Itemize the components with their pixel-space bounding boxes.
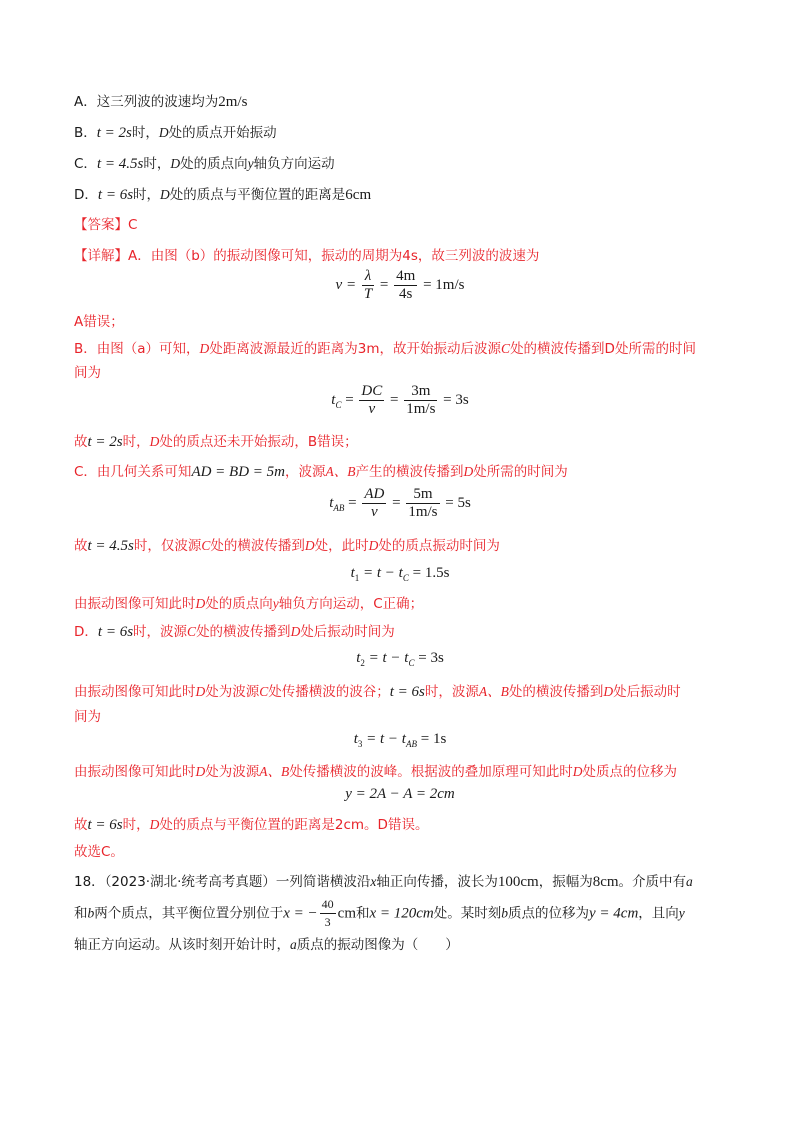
equation-t1 bbox=[0, 565, 800, 583]
detail-text: 由振动图像可知此时 bbox=[74, 596, 196, 612]
eq-term: v = bbox=[335, 276, 357, 293]
particle-label: a bbox=[290, 937, 297, 952]
particle-label: b bbox=[501, 905, 509, 921]
position-b: x = 120cm bbox=[369, 905, 434, 922]
question-18-stem bbox=[74, 868, 734, 959]
detail-text: 处的横波传播到 bbox=[210, 538, 305, 554]
time-value: t = 6s bbox=[389, 684, 425, 700]
detail-d2-cont bbox=[74, 707, 101, 727]
detail-text: 间为 bbox=[74, 365, 101, 381]
wavelength-value: 100cm bbox=[497, 874, 539, 890]
particle-label: a bbox=[686, 874, 693, 889]
detail-d2 bbox=[74, 682, 681, 702]
eq-sub: C bbox=[408, 658, 415, 668]
eq-term: = 1s bbox=[420, 731, 447, 747]
option-text: 处的质点向 bbox=[180, 156, 248, 172]
option-b bbox=[74, 123, 277, 143]
point-label: D bbox=[149, 434, 160, 449]
time-value: t = 2s bbox=[87, 434, 123, 450]
fraction bbox=[362, 486, 386, 521]
eq-sub: 2 bbox=[360, 658, 365, 668]
axis-label: y bbox=[247, 156, 254, 171]
eq-term: t bbox=[350, 565, 355, 581]
detail-text: 处的横波传播到 bbox=[196, 624, 291, 640]
numerator: AD bbox=[364, 486, 385, 502]
point-label: C bbox=[187, 624, 197, 639]
option-text: 轴负方向运动 bbox=[253, 156, 335, 172]
point-label: D bbox=[158, 125, 169, 140]
question-text: 轴正方向运动。从该时刻开始计时， bbox=[74, 937, 290, 953]
eq-term: y = 2A − A = 2cm bbox=[345, 786, 455, 802]
denominator: 3 bbox=[320, 913, 336, 931]
detail-text: 间为 bbox=[74, 709, 101, 725]
eq-term: = bbox=[348, 494, 357, 511]
point-label: A、B bbox=[259, 764, 290, 779]
option-label: B． bbox=[74, 125, 97, 141]
detail-b bbox=[74, 339, 696, 359]
answer-text: 【答案】C bbox=[74, 217, 138, 233]
detail-choose bbox=[74, 842, 124, 862]
eq-sub: AB bbox=[333, 502, 345, 513]
detail-text: 处所需的时间为 bbox=[473, 464, 568, 480]
question-number: 18． bbox=[74, 874, 105, 890]
option-value: 2m/s bbox=[218, 94, 248, 110]
question-text: 和 bbox=[355, 905, 370, 922]
question-text: 轴正向传播，波长为 bbox=[376, 874, 498, 890]
question-text: 质点的振动图像为（ ） bbox=[296, 937, 459, 953]
eq-term: = 3s bbox=[418, 650, 444, 666]
fraction bbox=[406, 486, 439, 521]
option-text: 时， bbox=[133, 187, 161, 203]
equation-displacement bbox=[0, 786, 800, 803]
detail-text: ，波源 bbox=[285, 464, 326, 480]
point-label: D bbox=[290, 624, 301, 639]
axis-label: y bbox=[678, 905, 685, 921]
equation-tab bbox=[0, 486, 800, 521]
option-label: A． bbox=[74, 94, 97, 110]
denominator: T bbox=[363, 286, 373, 302]
detail-text: 处的质点还未开始振动，B错误； bbox=[159, 434, 358, 450]
detail-d4 bbox=[74, 815, 428, 835]
detail-text: 处，此时 bbox=[314, 538, 369, 554]
detail-lead bbox=[74, 246, 539, 266]
eq-term: = bbox=[379, 276, 389, 293]
eq-sub: 3 bbox=[357, 739, 363, 749]
point-label: D bbox=[463, 464, 474, 479]
eq-sub: AB bbox=[405, 739, 417, 749]
detail-text: 【详解】A．由图（b）的振动图像可知，振动的周期为4s，故三列波的波速为 bbox=[74, 248, 540, 264]
numerator: 40 bbox=[321, 897, 334, 911]
fraction bbox=[359, 383, 384, 418]
detail-text: 处传播横波的波峰。根据波的叠加原理可知此时 bbox=[289, 764, 573, 780]
detail-text: 处传播横波的波谷； bbox=[268, 684, 390, 700]
detail-text: 轴负方向运动，C正确； bbox=[278, 596, 424, 612]
time-value: t = 6s bbox=[87, 817, 123, 833]
denominator: 4s bbox=[394, 285, 417, 303]
option-time: t = 4.5s bbox=[96, 156, 144, 172]
point-label: D bbox=[199, 341, 210, 356]
point-label: C bbox=[501, 341, 511, 356]
option-a bbox=[74, 92, 247, 112]
detail-d bbox=[74, 622, 395, 642]
detail-text: 处后振动时间为 bbox=[300, 624, 395, 640]
detail-text: 处后振动时 bbox=[613, 684, 681, 700]
fraction bbox=[362, 268, 374, 303]
position-a: x = − bbox=[283, 905, 318, 922]
question-text: 和 bbox=[74, 905, 88, 922]
amplitude-value: 8cm bbox=[592, 874, 619, 890]
detail-text: 处距离波源最近的距离为3m，故开始振动后波源 bbox=[209, 341, 502, 357]
point-label: D bbox=[149, 817, 160, 832]
option-text: 这三列波的波速均为 bbox=[96, 94, 219, 110]
question-text: 。介质中有 bbox=[618, 874, 687, 890]
question-text: 处。某时刻 bbox=[433, 905, 502, 922]
time-value: t = 4.5s bbox=[87, 538, 134, 554]
eq-sub: C bbox=[402, 573, 409, 583]
eq-term: = t − t bbox=[366, 731, 406, 747]
option-label: C． bbox=[74, 156, 97, 172]
detail-text: 处的质点振动时间为 bbox=[378, 538, 500, 554]
detail-text: C．由几何关系可知 bbox=[74, 464, 192, 480]
numerator: 5m bbox=[413, 486, 433, 502]
option-d bbox=[74, 185, 371, 205]
numerator: 3m bbox=[411, 383, 431, 399]
equation-tc bbox=[0, 383, 800, 418]
detail-c3 bbox=[74, 594, 423, 614]
option-text: 时， bbox=[143, 156, 171, 172]
point-label: C bbox=[259, 684, 269, 699]
option-value: 6cm bbox=[345, 187, 372, 203]
point-label: D bbox=[368, 538, 379, 553]
eq-term: t bbox=[329, 494, 334, 511]
displacement-value: y = 4cm bbox=[589, 905, 639, 922]
question-text: ，且向 bbox=[638, 905, 679, 922]
time-value: t = 6s bbox=[97, 624, 134, 640]
fraction bbox=[394, 268, 417, 303]
detail-text: 时，波源 bbox=[133, 624, 188, 640]
detail-text: 故 bbox=[74, 434, 88, 450]
detail-text: 由振动图像可知此时 bbox=[74, 684, 196, 700]
eq-sub: 1 bbox=[354, 573, 360, 583]
detail-text: 时， bbox=[122, 434, 150, 450]
question-text: （2023·湖北·统考高考真题）一列简谐横波沿 bbox=[104, 874, 371, 890]
point-label: A、B bbox=[478, 684, 509, 699]
detail-d3 bbox=[74, 762, 677, 782]
point-label: D bbox=[170, 156, 181, 171]
answer bbox=[74, 215, 137, 235]
denominator: v bbox=[359, 400, 384, 418]
question-text: 两个质点，其平衡位置分别位于 bbox=[94, 905, 284, 922]
eq-term: = t − t bbox=[368, 650, 409, 666]
axis-label: x bbox=[370, 874, 377, 889]
inline-equation: AD = BD = 5m bbox=[191, 464, 286, 480]
particle-label: b bbox=[87, 905, 95, 921]
option-text: 时， bbox=[131, 125, 159, 141]
point-label: D bbox=[304, 538, 315, 553]
eq-term: t bbox=[356, 650, 361, 666]
detail-text: 故选C。 bbox=[74, 844, 124, 860]
denominator: v bbox=[362, 503, 386, 521]
point-label: C bbox=[201, 538, 211, 553]
denominator: 1m/s bbox=[406, 401, 436, 417]
detail-b-cont bbox=[74, 363, 101, 383]
equation-t3 bbox=[0, 731, 800, 749]
eq-term: = bbox=[390, 391, 399, 408]
detail-text: D． bbox=[74, 624, 98, 640]
point-label: D bbox=[603, 684, 614, 699]
eq-term: = bbox=[392, 494, 401, 511]
detail-text: 处的质点向 bbox=[205, 596, 273, 612]
question-text: 质点的位移为 bbox=[508, 905, 590, 922]
numerator: λ bbox=[364, 268, 372, 284]
detail-c2 bbox=[74, 536, 500, 556]
point-label: D bbox=[572, 764, 583, 779]
eq-term: = 1m/s bbox=[423, 276, 465, 293]
detail-text: 时，波源 bbox=[424, 684, 479, 700]
detail-a-wrong bbox=[74, 312, 124, 332]
denominator: 1m/s bbox=[408, 504, 438, 520]
eq-term: = 5s bbox=[445, 494, 471, 511]
option-c bbox=[74, 154, 335, 174]
detail-text: 处的横波传播到D处所需的时间 bbox=[510, 341, 696, 357]
detail-text: 处的横波传播到 bbox=[508, 684, 604, 700]
numerator: 4m bbox=[396, 268, 416, 284]
detail-text: 由振动图像可知此时 bbox=[74, 764, 196, 780]
detail-text: 故 bbox=[74, 538, 88, 554]
point-label: D bbox=[160, 187, 170, 202]
detail-c bbox=[74, 462, 568, 482]
detail-text: 处为波源 bbox=[205, 764, 260, 780]
detail-text: 时，仅波源 bbox=[133, 538, 202, 554]
detail-text: 时， bbox=[122, 817, 150, 833]
question-text: ，振幅为 bbox=[538, 874, 593, 890]
axis-label: y bbox=[272, 596, 279, 611]
point-label: A、B bbox=[325, 464, 356, 479]
fraction bbox=[320, 896, 336, 931]
detail-text: 处为波源 bbox=[205, 684, 260, 700]
detail-text: A错误； bbox=[74, 314, 124, 330]
equation-t2 bbox=[0, 650, 800, 668]
detail-text: 处的质点与平衡位置的距离是2cm。D错误。 bbox=[159, 817, 429, 833]
fraction bbox=[404, 383, 437, 418]
unit: cm bbox=[337, 905, 356, 922]
option-time: t = 2s bbox=[96, 125, 132, 141]
eq-term: t bbox=[353, 731, 358, 747]
option-label: D． bbox=[74, 187, 98, 203]
eq-term: = t − t bbox=[363, 565, 403, 581]
option-text: 处的质点与平衡位置的距离是 bbox=[169, 187, 346, 203]
equation-velocity bbox=[0, 268, 800, 303]
detail-text: 故 bbox=[74, 817, 88, 833]
detail-text: 产生的横波传播到 bbox=[355, 464, 464, 480]
eq-term: = 1.5s bbox=[412, 565, 450, 581]
detail-text: 处质点的位移为 bbox=[582, 764, 677, 780]
detail-b2 bbox=[74, 432, 358, 452]
eq-sub: C bbox=[335, 399, 342, 410]
detail-text: B．由图（a）可知， bbox=[74, 341, 200, 357]
point-label: D bbox=[195, 684, 206, 699]
eq-term: = 3s bbox=[443, 391, 469, 408]
option-time: t = 6s bbox=[97, 187, 134, 203]
eq-term: = bbox=[345, 391, 354, 408]
numerator: DC bbox=[361, 383, 383, 399]
option-text: 处的质点开始振动 bbox=[168, 125, 277, 141]
point-label: D bbox=[195, 764, 206, 779]
eq-term: t bbox=[331, 391, 336, 408]
point-label: D bbox=[195, 596, 206, 611]
